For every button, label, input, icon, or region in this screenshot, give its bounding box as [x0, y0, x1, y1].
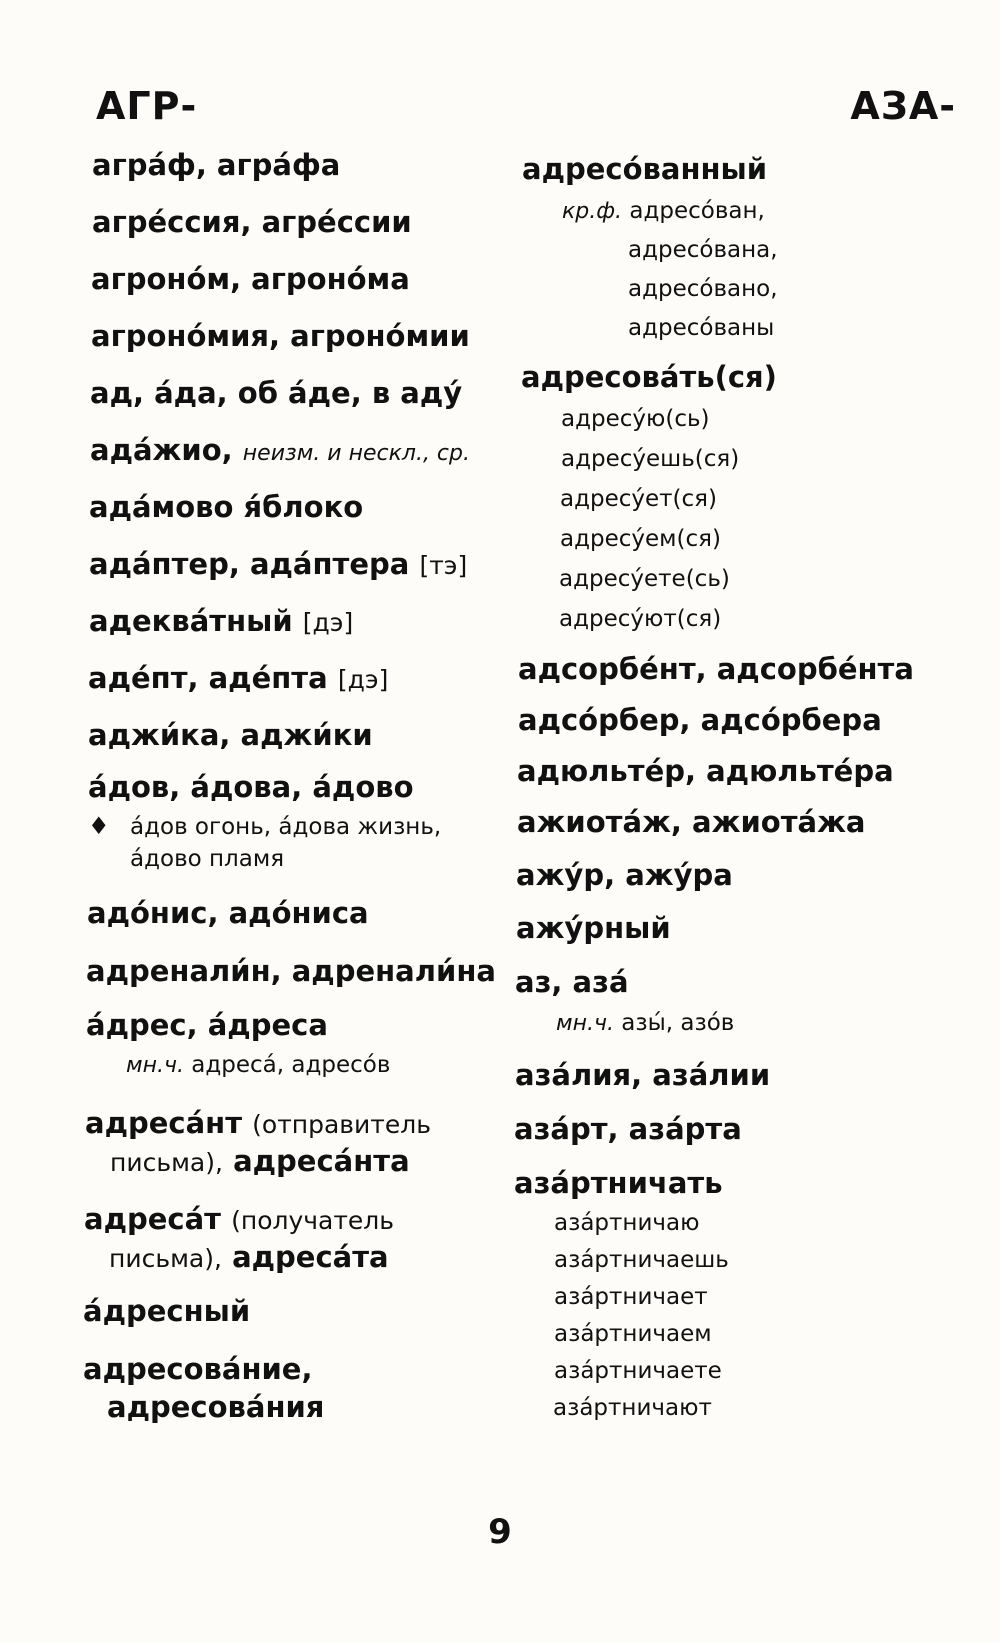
entry-adresat-gloss2: письма),: [109, 1244, 222, 1273]
entry-adamovo-yabloko: ада́мово я́блоко: [89, 490, 364, 524]
entry-adept-headword: аде́пт, аде́пта: [88, 661, 328, 695]
entry-adres-plural-forms: адреса́, адресо́в: [191, 1052, 391, 1078]
entry-agressiya: агре́ссия, агре́ссии: [92, 205, 412, 239]
entry-adresant-headword: адреса́нт: [85, 1106, 243, 1140]
entry-adresant-gloss2: письма),: [110, 1148, 223, 1177]
entry-azaliya: аза́лия, аза́лии: [515, 1058, 771, 1092]
entry-adov: а́дов, а́дова, а́дово: [88, 770, 414, 804]
entry-azhiotazh: ажиота́ж, ажиота́жа: [517, 805, 866, 839]
entry-adresant-gloss1: (отправитель: [252, 1110, 431, 1139]
entry-adresant-line2: [110, 1144, 410, 1178]
entry-adresovat-form1: адресу́ю(сь): [561, 406, 710, 432]
entry-adyulter: адюльте́р, адюльте́ра: [517, 754, 894, 788]
entry-azartnichat-form6: аза́ртничают: [553, 1395, 712, 1421]
entry-adresovannyy-form2: адресо́вана,: [628, 237, 778, 263]
entry-adazhio-headword: ада́жио,: [90, 433, 233, 467]
entry-adekvatnyy-headword: адеква́тный: [89, 604, 293, 638]
entry-adresovat-form3: адресу́ет(ся): [560, 486, 717, 512]
entry-adres-plural-abbr: мн.ч.: [126, 1053, 184, 1078]
entry-azhurnyy: ажу́рный: [516, 911, 671, 945]
entry-azart: аза́рт, аза́рта: [514, 1112, 742, 1146]
entry-agraf: агра́ф, агра́фа: [92, 148, 341, 182]
entry-azartnichat-form1: аза́ртничаю: [554, 1210, 700, 1236]
entry-adresovannyy-form1: адресо́ван,: [629, 198, 765, 224]
entry-azhur: ажу́р, ажу́ра: [516, 858, 733, 892]
entry-adres-plural: [126, 1052, 390, 1078]
entry-azartnichat-form5: аза́ртничаете: [554, 1358, 722, 1384]
entry-adresat-headword: адреса́т: [84, 1202, 221, 1236]
entry-adapter-headword: ада́птер, ада́птера: [89, 547, 410, 581]
entry-adresat: [84, 1202, 394, 1236]
entry-adrenalin: адренали́н, адренали́на: [86, 954, 496, 988]
entry-azartnichat-form2: аза́ртничаешь: [554, 1247, 729, 1273]
entry-azartnichat: аза́ртничать: [514, 1166, 723, 1200]
entry-adresnyy: а́дресный: [83, 1294, 251, 1328]
running-head-left: АГР-: [96, 84, 198, 128]
entry-ad: ад, а́да, об а́де, в аду́: [90, 376, 463, 410]
entry-adresovannyy-form4: адресо́ваны: [628, 315, 775, 341]
entry-adept: [88, 661, 388, 695]
entry-adov-idiom-line2: а́дово пламя: [130, 846, 285, 872]
entry-azartnichat-form3: аза́ртничает: [554, 1284, 708, 1310]
page-number: 9: [488, 1512, 512, 1552]
entry-adresovat-form5: адресу́ете(сь): [559, 566, 730, 592]
entry-adresovat-form4: адресу́ем(ся): [560, 526, 721, 552]
entry-adresovat: адресова́ть(ся): [521, 360, 777, 394]
entry-adapter: [89, 547, 467, 581]
entry-agronomiya: агроно́мия, агроно́мии: [91, 319, 470, 353]
entry-adresovannyy-form3: адресо́вано,: [628, 276, 778, 302]
entry-az-plural: [556, 1010, 734, 1036]
entry-adresovat-form2: адресу́ешь(ся): [561, 446, 740, 472]
entry-adresat-gloss1: (получатель: [231, 1206, 395, 1235]
entry-adapter-pronunciation: [тэ]: [419, 551, 468, 580]
entry-adept-pronunciation: [дэ]: [337, 665, 389, 694]
entry-adsorber: адсо́рбер, адсо́рбера: [518, 703, 882, 737]
idiom-diamond-icon: ♦: [88, 812, 110, 840]
entry-adres: а́дрес, а́дреса: [86, 1008, 328, 1042]
entry-adresovannyy-short-form: [562, 198, 765, 224]
entry-az-plural-abbr: мн.ч.: [556, 1011, 614, 1036]
entry-adazhio: [90, 433, 470, 467]
entry-adonis: адо́нис, адо́ниса: [87, 896, 369, 930]
entry-adzhika: аджи́ка, аджи́ки: [88, 718, 373, 752]
entry-adov-idiom-text1: а́дов огонь, а́дова жизнь,: [130, 814, 442, 840]
entry-adresat-line2: [109, 1240, 389, 1274]
entry-adov-idiom-line1: [88, 812, 441, 840]
entry-adsorbent: адсорбе́нт, адсорбе́нта: [518, 652, 914, 686]
entry-adazhio-grammar-note: неизм. и нескл., ср.: [242, 441, 470, 466]
entry-azartnichat-form4: аза́ртничаем: [554, 1321, 712, 1347]
entry-az: аз, аза́: [515, 965, 629, 999]
entry-adekvatnyy: [89, 604, 353, 638]
entry-adresovanie: адресова́ние,: [83, 1352, 313, 1386]
entry-adresovat-form6: адресу́ют(ся): [559, 606, 722, 632]
entry-adresant: [85, 1106, 431, 1140]
entry-adresovanie-genitive: адресова́ния: [107, 1390, 325, 1424]
entry-adresovannyy-short-abbr: кр.ф.: [562, 199, 623, 224]
entry-agronom: агроно́м, агроно́ма: [91, 262, 410, 296]
running-head-right: АЗА-: [850, 84, 956, 128]
entry-adekvatnyy-pronunciation: [дэ]: [302, 608, 354, 637]
entry-adresovannyy: адресо́ванный: [522, 152, 768, 186]
entry-az-plural-forms: азы́, азо́в: [621, 1010, 735, 1036]
entry-adresat-genitive: адреса́та: [232, 1240, 389, 1274]
entry-adresant-genitive: адреса́нта: [233, 1144, 410, 1178]
